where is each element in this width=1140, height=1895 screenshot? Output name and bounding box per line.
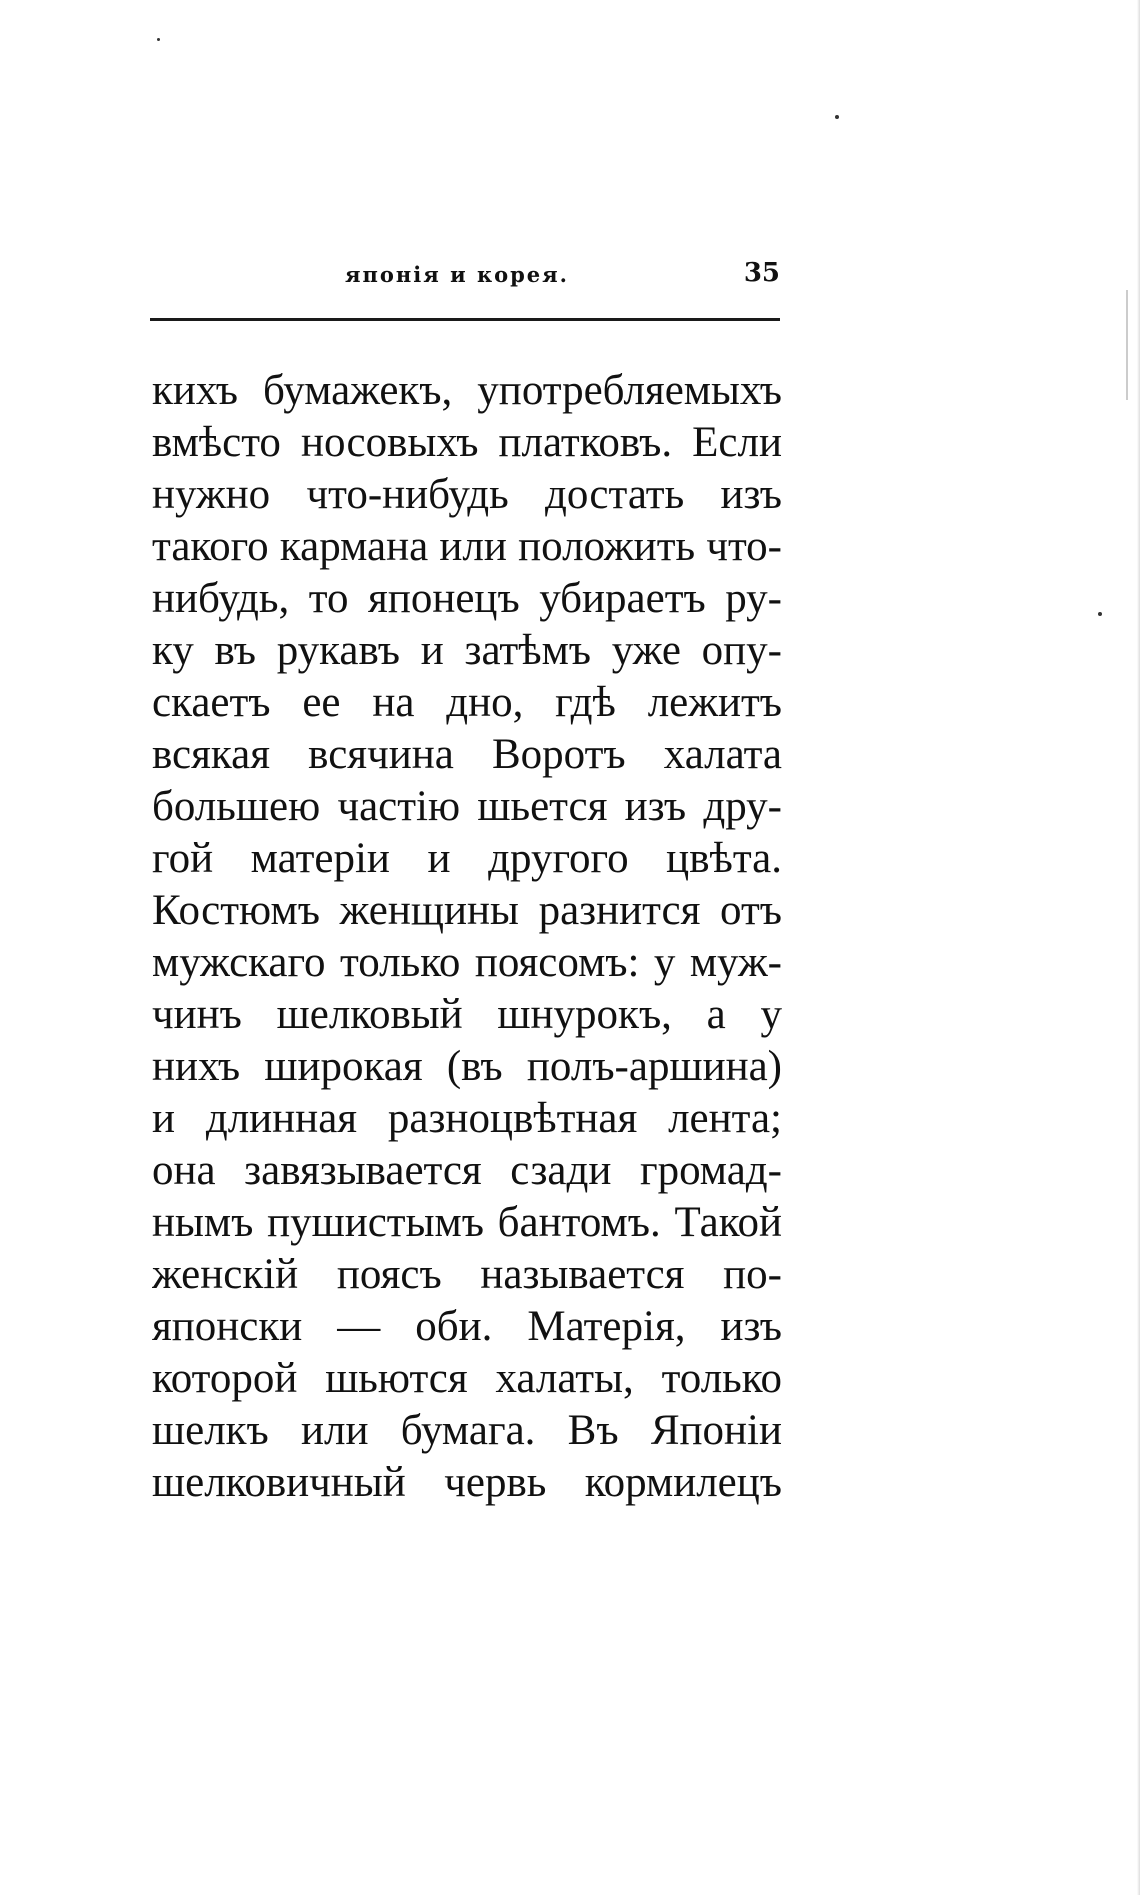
text-line: мужскаго только поясомъ: у муж- — [152, 939, 782, 986]
scan-speck — [1098, 612, 1102, 616]
running-title: японія и корея. — [345, 262, 569, 287]
text-line: и длинная разноцвѣтная лента; — [152, 1095, 782, 1142]
text-line: скаетъ ее на дно, гдѣ лежитъ — [152, 679, 782, 726]
text-line: нужно что-нибудь достать изъ — [152, 471, 782, 518]
text-line: она завязывается сзади громад- — [152, 1147, 782, 1194]
running-head — [150, 258, 780, 298]
header-rule — [150, 318, 780, 321]
text-line: Костюмъ женщины разнится отъ — [152, 887, 782, 934]
text-line: которой шьются халаты, только — [152, 1355, 782, 1402]
text-line: японски — оби. Матерія, изъ — [152, 1303, 782, 1350]
text-line: женскій поясъ называется по- — [152, 1251, 782, 1298]
text-line: шелковичный червь кормилецъ — [152, 1459, 782, 1506]
text-line: такого кармана или положить что- — [152, 523, 782, 570]
text-line: кихъ бумажекъ, употребляемыхъ — [152, 367, 782, 414]
page-number: 35 — [743, 258, 780, 288]
scan-speck — [1126, 290, 1128, 400]
text-line: чинъ шелковый шнурокъ, а у — [152, 991, 782, 1038]
text-line: нихъ широкая (въ полъ-аршина) — [152, 1043, 782, 1090]
text-line: всякая всячина Воротъ халата — [152, 731, 782, 778]
text-line: большею частію шьется изъ дру- — [152, 783, 782, 830]
text-line: нибудь, то японецъ убираетъ ру- — [152, 575, 782, 622]
text-line: гой матеріи и другого цвѣта. — [152, 835, 782, 882]
text-line: шелкъ или бумага. Въ Японіи — [152, 1407, 782, 1454]
scan-speck — [157, 38, 160, 41]
scan-speck — [835, 115, 839, 119]
body-text — [152, 365, 782, 1509]
text-line: вмѣсто носовыхъ платковъ. Если — [152, 419, 782, 466]
text-line: нымъ пушистымъ бантомъ. Такой — [152, 1199, 782, 1246]
text-line: ку въ рукавъ и затѣмъ уже опу- — [152, 627, 782, 674]
